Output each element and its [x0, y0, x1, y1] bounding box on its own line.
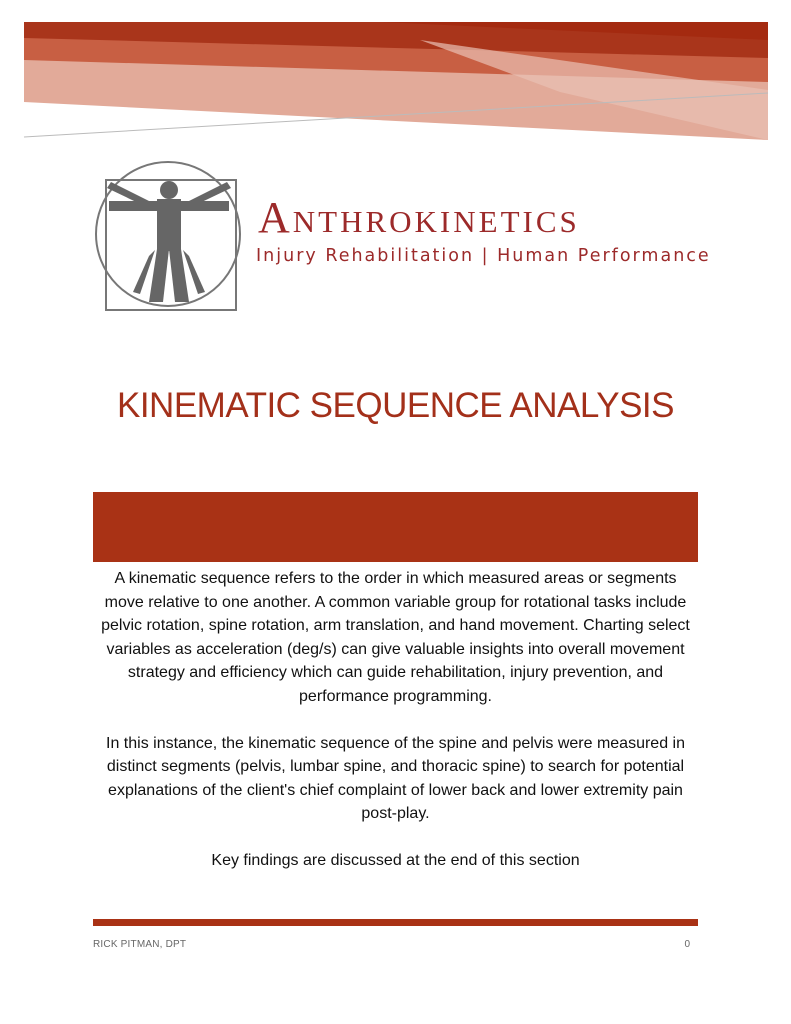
title-accent-block [93, 492, 698, 562]
footer-rule [93, 919, 698, 926]
vitruvian-logo-icon [93, 152, 243, 314]
body-text [93, 567, 698, 896]
brand-name: Anthrokinetics [258, 193, 580, 242]
page-title: KINEMATIC SEQUENCE ANALYSIS [116, 386, 674, 425]
footer-author: RICK PITMAN, DPT [93, 939, 187, 950]
paragraph-key-findings: Key findings are discussed at the end of this section [211, 852, 580, 869]
footer-page-number: 0 [684, 939, 690, 950]
paragraph-instance: In this instance, the kinematic sequence of the spine and pelvis were measured in distinct segments (pelvis, lumbar spine, and thoracic spine) to search for potential explanations of the client's chief complaint of lower back and lower extremity pain post-play. [106, 734, 685, 822]
paragraph-definition: A kinematic sequence refers to the order in which measured areas or segments move relative to one another. A common variable group for rotational tasks include pelvic rotation, spine rotation, arm translation, and hand movement. Charting select variables as acceleration (deg/s) can give valuable insights into overall movement strategy and efficiency which can guide rehabilitation, injury prevention, and performance programming. [101, 570, 690, 705]
header-banner [0, 0, 791, 150]
brand-tagline: Injury Rehabilitation | Human Performance [256, 246, 711, 266]
